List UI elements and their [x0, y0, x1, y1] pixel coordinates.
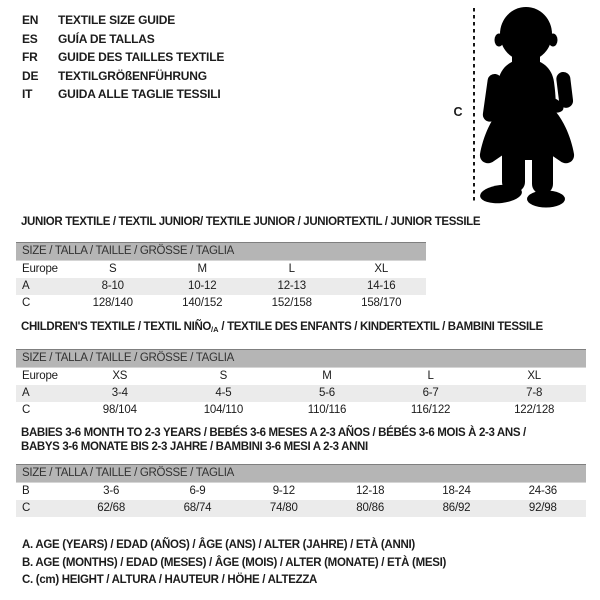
table-header-size-label: SIZE / TALLA / TAILLE / GRÖSSE / TAGLIA: [16, 349, 586, 368]
table-cell: 116/122: [410, 403, 451, 416]
row-label: C: [22, 403, 31, 416]
row-label: C: [22, 502, 31, 514]
table-cell: 6-7: [422, 386, 439, 399]
language-code: FR: [22, 50, 38, 65]
language-code: IT: [22, 87, 33, 102]
language-label: TEXTILGRÖßENFÜHRUNG: [58, 68, 207, 83]
table-row: [16, 278, 426, 295]
table-row: [16, 483, 586, 500]
language-label: GUÍA DE TALLAS: [58, 31, 155, 46]
language-label: TEXTILE SIZE GUIDE: [58, 13, 176, 28]
height-measure-label: C: [453, 105, 463, 119]
size-table: [16, 242, 426, 312]
legend-line: B. AGE (MONTHS) / EDAD (MESES) / ÂGE (MOIS) / ALTER (MONATE) / ETÀ (MESI): [22, 556, 447, 569]
table-cell: XS: [112, 369, 128, 382]
baby-silhouette-icon: [472, 2, 597, 210]
table-cell: 68/74: [183, 502, 212, 514]
language-row: [22, 85, 224, 104]
table-title-text: CHILDREN'S TEXTILE / TEXTIL NIÑO: [21, 321, 212, 333]
table-cell: 74/80: [269, 502, 298, 514]
language-label: GUIDE DES TAILLES TEXTILE: [58, 50, 225, 65]
table-title: [21, 427, 586, 454]
table-cell: 10-12: [188, 279, 217, 292]
table-row: [16, 402, 586, 419]
row-label: Europe: [22, 369, 58, 382]
table-cell: 128/140: [92, 296, 133, 309]
table-row: [16, 500, 586, 517]
table-cell: 86/92: [442, 502, 471, 514]
legend-line: A. AGE (YEARS) / EDAD (AÑOS) / ÂGE (ANS) / ALTER (JAHRE) / ETÀ (ANNI): [22, 539, 415, 551]
row-label: A: [22, 279, 30, 292]
language-row: [22, 48, 224, 67]
language-list: [22, 11, 224, 104]
language-code: EN: [22, 13, 39, 28]
table-header-size-label: SIZE / TALLA / TAILLE / GRÖSSE / TAGLIA: [16, 464, 586, 483]
table-row: [16, 295, 426, 312]
language-row: [22, 67, 224, 86]
table-cell: M: [197, 262, 207, 275]
table-cell: 62/68: [97, 502, 126, 514]
table-cell: S: [219, 369, 228, 382]
table-cell: 152/158: [271, 296, 312, 309]
table-cell: 14-16: [367, 279, 396, 292]
legend-line: C. (cm) HEIGHT / ALTURA / HAUTEUR / HÖHE / ALTEZZA: [22, 574, 318, 586]
table-cell: 6-9: [189, 485, 206, 497]
table-cell: 110/116: [307, 403, 347, 416]
size-table: [16, 349, 586, 419]
table-row: [16, 261, 426, 278]
table-cell: 158/170: [361, 296, 402, 309]
table-cell: 104/110: [203, 403, 244, 416]
table-cell: 122/128: [514, 403, 555, 416]
table-title-text: /A: [211, 325, 219, 334]
table-cell: 24-36: [528, 485, 558, 497]
size-table-section: [16, 427, 586, 517]
row-label: A: [22, 386, 30, 399]
table-header-size-label: SIZE / TALLA / TAILLE / GRÖSSE / TAGLIA: [16, 242, 426, 261]
table-row: [16, 368, 586, 385]
table-cell: XL: [527, 369, 541, 382]
table-cell: 4-5: [215, 386, 232, 399]
row-label: B: [22, 485, 30, 497]
table-cell: 140/152: [182, 296, 223, 309]
table-cell: 98/104: [102, 403, 137, 416]
table-cell: L: [427, 369, 434, 382]
size-table: [16, 464, 586, 517]
table-cell: XL: [374, 262, 389, 275]
table-cell: 9-12: [272, 485, 295, 497]
table-cell: 5-6: [318, 386, 335, 399]
table-title: [21, 216, 481, 230]
table-cell: M: [322, 369, 332, 382]
table-cell: 7-8: [526, 386, 543, 399]
table-cell: 18-24: [442, 485, 471, 497]
table-cell: 3-4: [111, 386, 128, 399]
table-title-text: BABYS 3-6 MONATE BIS 2-3 JAHRE / BAMBINI 3-6 MESI A 2-3 ANNI: [21, 440, 368, 453]
table-title-text: / TEXTILE DES ENFANTS / KINDERTEXTIL / BAMBINI TESSILE: [218, 321, 543, 333]
table-cell: S: [109, 262, 117, 275]
row-label: Europe: [22, 262, 58, 275]
language-code: ES: [22, 31, 38, 46]
size-legend: [22, 537, 446, 590]
row-label: C: [22, 296, 31, 309]
size-table-section: [16, 321, 586, 419]
table-cell: 12-18: [355, 485, 385, 497]
language-code: DE: [22, 68, 39, 83]
table-cell: L: [288, 262, 295, 275]
table-cell: 3-6: [103, 485, 120, 497]
language-row: [22, 11, 224, 30]
table-cell: 92/98: [528, 502, 557, 514]
size-table-section: [16, 216, 481, 312]
language-row: [22, 30, 224, 49]
table-row: [16, 385, 586, 402]
table-title: [21, 321, 586, 337]
table-cell: 12-13: [277, 279, 306, 292]
table-cell: 80/86: [356, 502, 385, 514]
table-title-text: JUNIOR TEXTILE / TEXTIL JUNIOR/ TEXTILE JUNIOR / JUNIORTEXTIL / JUNIOR TESSILE: [21, 216, 481, 228]
language-label: GUIDA ALLE TAGLIE TESSILI: [58, 87, 221, 102]
table-cell: 8-10: [101, 279, 124, 292]
table-title-text: BABIES 3-6 MONTH TO 2-3 YEARS / BEBÉS 3-6 MESES A 2-3 AÑOS / BÉBÉS 3-6 MOIS À 2-3 ANS /: [21, 427, 526, 439]
